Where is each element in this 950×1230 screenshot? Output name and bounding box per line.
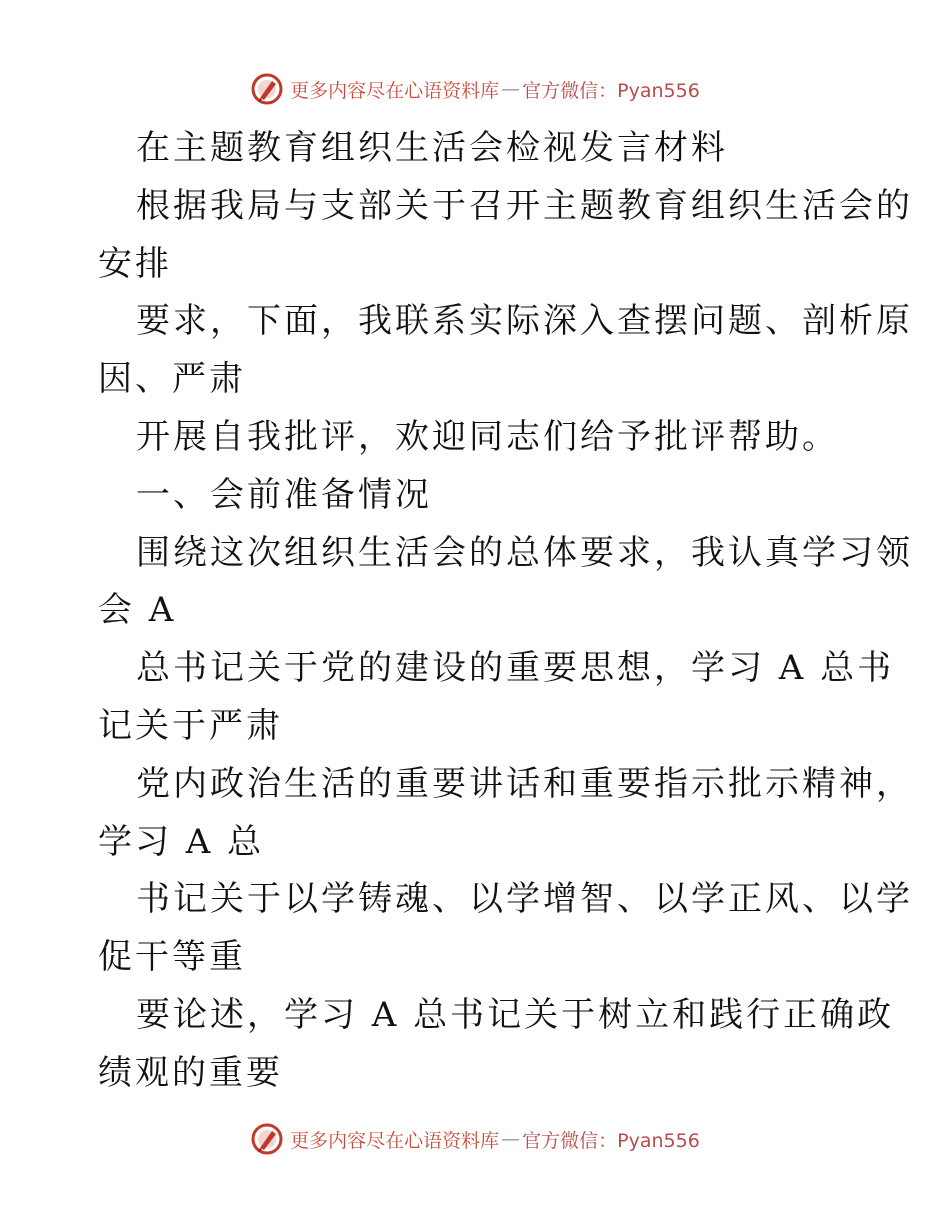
- pen-logo-icon: [250, 1122, 284, 1156]
- document-title: 在主题教育组织生活会检视发言材料: [136, 128, 728, 168]
- header-watermark: [0, 72, 950, 106]
- paragraph-line: 要求，下面，我联系实际深入查摆问题、剖析原: [136, 301, 913, 342]
- paragraph-line: 绩观的重要: [98, 1052, 283, 1093]
- paragraph-line: 促干等重: [98, 937, 246, 978]
- paragraph-line: 书记关于以学铸魂、以学增智、以学正风、以学: [136, 879, 913, 920]
- paragraph-line: 安排: [98, 243, 172, 284]
- paragraph-line: 要论述，学习 A 总书记关于树立和践行正确政: [136, 994, 895, 1035]
- watermark-main-text: 更多内容尽在心语资料库: [290, 1129, 500, 1152]
- section-heading: 一、会前准备情况: [136, 474, 432, 515]
- watermark-wechat-text: 官方微信：Pyan556: [522, 79, 700, 102]
- pen-logo-icon: [250, 72, 284, 106]
- paragraph-line: 围绕这次组织生活会的总体要求，我认真学习领: [136, 532, 913, 573]
- paragraph-line: 总书记关于党的建设的重要思想，学习 A 总书: [136, 648, 895, 689]
- paragraph-line: 学习 A 总: [98, 821, 265, 862]
- watermark-wechat-text: 官方微信：Pyan556: [522, 1129, 700, 1152]
- paragraph-line: 根据我局与支部关于召开主题教育组织生活会的: [136, 185, 913, 226]
- watermark-separator: —: [501, 78, 521, 100]
- watermark-main-text: 更多内容尽在心语资料库: [290, 79, 500, 102]
- paragraph-line: 开展自我批评，欢迎同志们给予批评帮助。: [136, 416, 839, 457]
- document-body: [98, 120, 913, 1103]
- paragraph-line: 党内政治生活的重要讲话和重要指示批示精神，: [136, 763, 913, 804]
- footer-watermark: [0, 1122, 950, 1156]
- paragraph-line: 会 A: [98, 590, 177, 631]
- paragraph-line: 记关于严肃: [98, 705, 283, 746]
- watermark-separator: —: [501, 1128, 521, 1150]
- paragraph-line: 因、严肃: [98, 359, 246, 400]
